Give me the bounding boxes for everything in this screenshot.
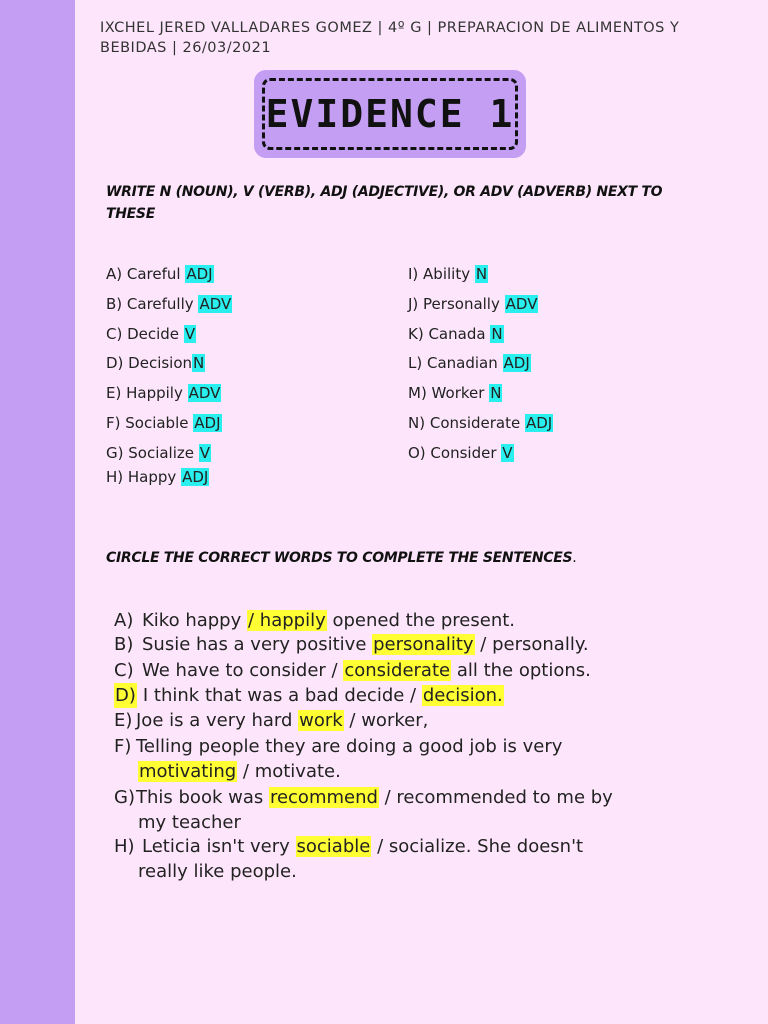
word-item — [106, 413, 222, 433]
answer-highlight: recommend — [269, 787, 378, 808]
sentence-label: A) — [114, 610, 134, 631]
sentence-text: Kiko happy — [142, 610, 247, 631]
sentence-e — [114, 708, 674, 733]
sentence-h — [114, 834, 674, 884]
answer-highlight: V — [502, 444, 513, 462]
answer-highlight: personality — [373, 634, 474, 655]
side-strip — [0, 0, 75, 1024]
word-item — [106, 264, 214, 284]
word-label: B) Carefully — [106, 295, 194, 313]
word-label: A) Careful — [106, 265, 181, 283]
word-label: L) Canadian — [408, 354, 498, 372]
word-item — [408, 443, 514, 463]
word-item — [106, 467, 209, 487]
word-item — [408, 264, 488, 284]
sentence-b — [114, 632, 674, 657]
answer-highlight: ADV — [505, 295, 538, 313]
answer-highlight: N — [475, 265, 488, 283]
sentence-c — [114, 658, 674, 683]
answer-highlight: / happily — [248, 610, 326, 631]
sentence-label: F) — [114, 736, 132, 757]
sentence-label: D) — [115, 685, 136, 706]
sentence-label: H) — [114, 836, 135, 857]
answer-highlight: sociable — [296, 836, 371, 857]
answer-highlight: ADJ — [525, 414, 553, 432]
answer-highlight: ADV — [199, 295, 232, 313]
answer-highlight: ADJ — [194, 414, 221, 432]
sentence-text: / worker, — [343, 710, 429, 731]
word-label: C) Decide — [106, 325, 184, 343]
word-label: F) Sociable — [106, 414, 189, 432]
word-item — [408, 294, 538, 314]
word-item — [408, 383, 502, 403]
sentence-text: This book was — [136, 787, 269, 808]
word-item — [106, 324, 196, 344]
answer-highlight: N — [490, 384, 502, 402]
sentence-label: B) — [114, 634, 134, 655]
answer-highlight: N — [193, 354, 205, 372]
instruction-dot: . — [572, 550, 577, 566]
sentence-g — [114, 785, 674, 835]
word-item — [106, 353, 205, 373]
sentence-f — [114, 734, 674, 784]
answer-highlight: ADJ — [182, 468, 209, 486]
word-item — [408, 353, 531, 373]
instruction-word-types: WRITE N (NOUN), V (VERB), ADJ (ADJECTIVE), OR ADV (ADVERB) NEXT TO THESE — [106, 184, 663, 222]
instruction-text: CIRCLE THE CORRECT WORDS TO COMPLETE THE SENTENCES — [106, 550, 573, 566]
word-item — [408, 324, 504, 344]
sentence-text: / socialize. She doesn't — [371, 836, 584, 857]
answer-highlight: ADJ — [503, 354, 530, 372]
sentence-text: my teacher — [138, 812, 241, 833]
answer-highlight: N — [491, 325, 503, 343]
word-item — [106, 294, 232, 314]
sentence-text: We have to consider / — [142, 660, 344, 681]
answer-highlight: ADJ — [186, 265, 213, 283]
word-label: J) Personally — [408, 295, 500, 313]
answer-highlight: motivating — [139, 761, 237, 782]
sentence-a — [114, 608, 674, 633]
sentence-text: all the options. — [451, 660, 591, 681]
sentence-text: / motivate. — [237, 761, 341, 782]
sentence-text: Joe is a very hard — [136, 710, 299, 731]
sentence-label: E) — [114, 710, 133, 731]
answer-highlight: V — [184, 325, 196, 343]
answer-highlight: considerate — [344, 660, 451, 681]
sentence-label: G) — [114, 787, 135, 808]
sentence-text: I think that was a bad decide / — [142, 685, 422, 706]
sentence-text: / recommended to me by — [378, 787, 613, 808]
sentence-text: Leticia isn't very — [142, 836, 296, 857]
word-label: K) Canada — [408, 325, 491, 343]
sentence-text: really like people. — [138, 861, 297, 882]
word-label: D) Decision — [106, 354, 193, 372]
sentence-label: C) — [114, 660, 134, 681]
sentence-text: / personally. — [474, 634, 589, 655]
answer-highlight: decision. — [422, 685, 503, 706]
word-label: H) Happy — [106, 468, 177, 486]
answer-highlight: V — [199, 444, 211, 462]
word-item — [106, 383, 221, 403]
sentence-text: Telling people they are doing a good job is very — [136, 736, 563, 757]
sentence-text: opened the present. — [326, 610, 516, 631]
header-student-info: IXCHEL JERED VALLADARES GOMEZ | 4º G | PREPARACION DE ALIMENTOS Y BEBIDAS | 26/03/2021 — [100, 20, 680, 56]
title-dashed-border — [262, 78, 518, 150]
title-box — [254, 70, 526, 158]
page-title: EVIDENCE 1 — [265, 92, 515, 136]
word-item — [106, 443, 211, 463]
answer-highlight: work — [299, 710, 343, 731]
word-label: M) Worker — [408, 384, 485, 402]
answer-highlight: ADV — [188, 384, 221, 402]
sentence-d — [114, 683, 674, 708]
word-label: E) Happily — [106, 384, 188, 402]
word-item — [408, 413, 553, 433]
word-label: G) Socialize — [106, 444, 194, 462]
sentence-text: Susie has a very positive — [142, 634, 373, 655]
instruction-circle-words — [106, 547, 666, 569]
word-label: I) Ability — [408, 265, 471, 283]
word-label: O) Consider — [408, 444, 497, 462]
word-label: N) Considerate — [408, 414, 521, 432]
